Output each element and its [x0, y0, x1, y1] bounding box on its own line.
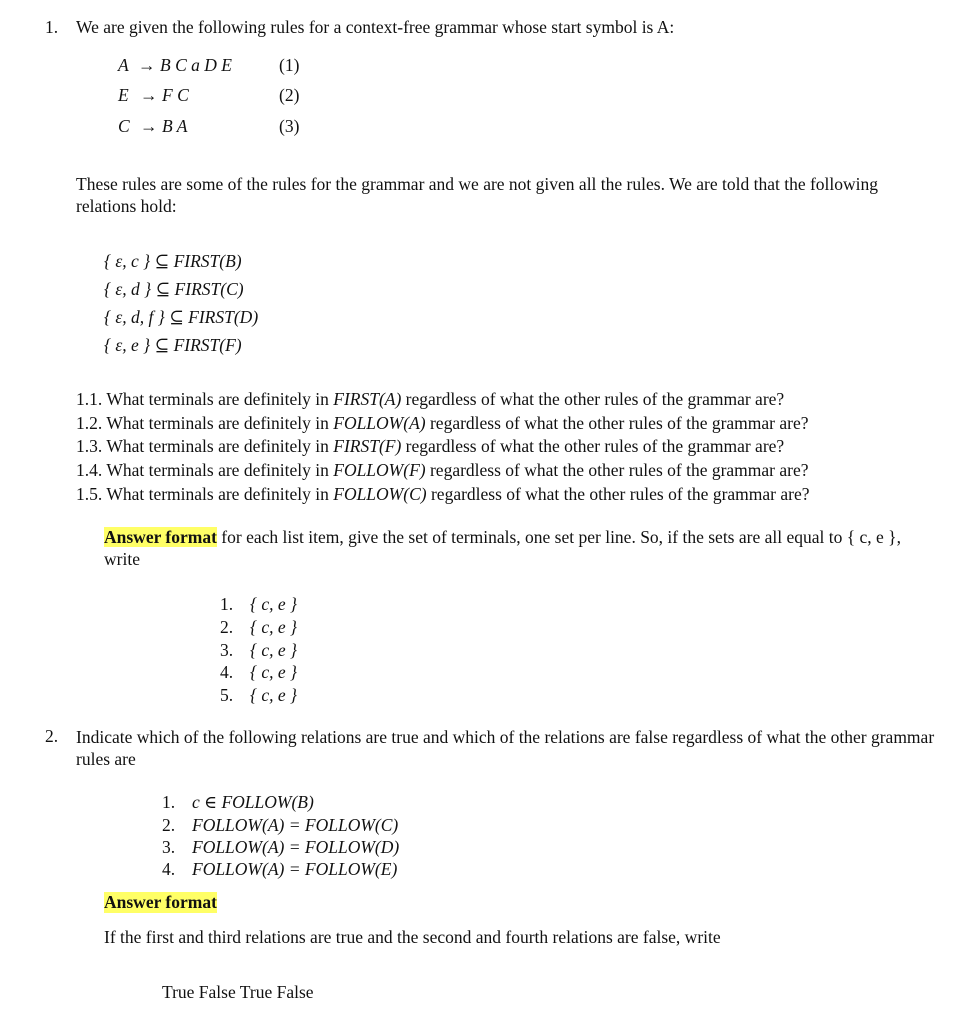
answer-format-highlight: Answer format [104, 527, 217, 547]
q2-answer-format-label: Answer format [104, 892, 217, 912]
rule-3-label: (3) [279, 116, 300, 136]
q2-relation-follow-a-c: FOLLOW(A) = FOLLOW(C) [192, 815, 399, 835]
example-answer-number: 3. [220, 640, 234, 660]
rule-1-arrow: → [138, 55, 156, 75]
q2-relation-number: 4. [162, 859, 176, 879]
q1-number: 1. [45, 17, 59, 37]
subquestion-function: FOLLOW(C) [333, 484, 427, 504]
subquestion-1-5 [76, 484, 809, 505]
relation-first-f: { ε, e } ⊆ FIRST(F) [104, 335, 242, 355]
q2-number: 2. [45, 726, 59, 746]
example-answer-number: 5. [220, 685, 234, 705]
subquestion-tail: regardless of what the other rules of the grammar are? [425, 413, 809, 433]
subquestion-tail: regardless of what the other rules of the grammar are? [426, 484, 810, 504]
q1-intro: We are given the following rules for a context-free grammar whose start symbol is A: [76, 17, 675, 37]
subquestion-number: 1.4. [76, 460, 103, 480]
q2-relation-number: 1. [162, 792, 176, 812]
example-answer-number: 1. [220, 594, 234, 614]
subquestion-1-4 [76, 460, 809, 481]
subquestion-function: FIRST(F) [333, 436, 402, 456]
example-answer-set: { c, e } [250, 662, 298, 682]
subquestion-text: What terminals are definitely in [106, 389, 334, 409]
q1-context: These rules are some of the rules for the grammar and we are not given all the rules. We are told that the following relations hold: [76, 174, 879, 216]
subquestion-text: What terminals are definitely in [106, 460, 334, 480]
rule-1-lhs: A [118, 55, 129, 75]
q2-relation-follow-a-e: FOLLOW(A) = FOLLOW(E) [192, 859, 398, 879]
rule-2-arrow: → [140, 85, 158, 105]
example-answer-set: { c, e } [250, 640, 298, 660]
q2-relation-number: 3. [162, 837, 176, 857]
subquestion-number: 1.3. [76, 436, 103, 456]
rule-3-rhs: B A [162, 116, 188, 136]
example-answer-number: 2. [220, 617, 234, 637]
rule-2-label: (2) [279, 85, 300, 105]
q2-intro: Indicate which of the following relations are true and which of the relations are false regardless of what the other grammar rules are [76, 727, 935, 769]
example-answer-number: 4. [220, 662, 234, 682]
q2-relation-number: 2. [162, 815, 176, 835]
subquestion-function: FOLLOW(F) [333, 460, 426, 480]
rule-3-lhs: C [118, 116, 130, 136]
subquestion-number: 1.2. [76, 413, 103, 433]
answer-format-text: for each list item, give the set of terminals, one set per line. So, if the sets are all equal to { c, e }, write [104, 527, 901, 569]
rule-3-arrow: → [140, 116, 158, 136]
subquestion-1-2 [76, 413, 809, 434]
q1-answer-format [104, 526, 924, 570]
rule-2-lhs: E [118, 85, 129, 105]
subquestion-text: What terminals are definitely in [106, 484, 334, 504]
example-answer-set: { c, e } [250, 685, 298, 705]
relation-first-d: { ε, d, f } ⊆ FIRST(D) [104, 307, 259, 327]
subquestion-number: 1.1. [76, 389, 103, 409]
subquestion-function: FOLLOW(A) [333, 413, 426, 433]
rule-1-rhs: B C a D E [160, 55, 232, 75]
subquestion-text: What terminals are definitely in [106, 413, 334, 433]
subquestion-function: FIRST(A) [333, 389, 402, 409]
q2-example-answer: True False True False [162, 982, 314, 1002]
q2-relation-c-in-follow-b: c ∈ FOLLOW(B) [192, 792, 314, 812]
rule-2-rhs: F C [162, 85, 189, 105]
subquestion-tail: regardless of what the other rules of the grammar are? [401, 389, 785, 409]
example-answer-set: { c, e } [250, 617, 298, 637]
subquestion-1-1 [76, 389, 784, 410]
subquestion-number: 1.5. [76, 484, 103, 504]
subquestion-1-3 [76, 436, 784, 457]
rule-1-label: (1) [279, 55, 300, 75]
subquestion-text: What terminals are definitely in [106, 436, 334, 456]
relation-first-c: { ε, d } ⊆ FIRST(C) [104, 279, 244, 299]
example-answer-set: { c, e } [250, 594, 298, 614]
subquestion-tail: regardless of what the other rules of the grammar are? [425, 460, 809, 480]
subquestion-tail: regardless of what the other rules of the grammar are? [401, 436, 785, 456]
q2-answer-format-text: If the first and third relations are true and the second and fourth relations are false, write [104, 927, 721, 947]
relation-first-b: { ε, c } ⊆ FIRST(B) [104, 251, 242, 271]
q2-relation-follow-a-d: FOLLOW(A) = FOLLOW(D) [192, 837, 400, 857]
